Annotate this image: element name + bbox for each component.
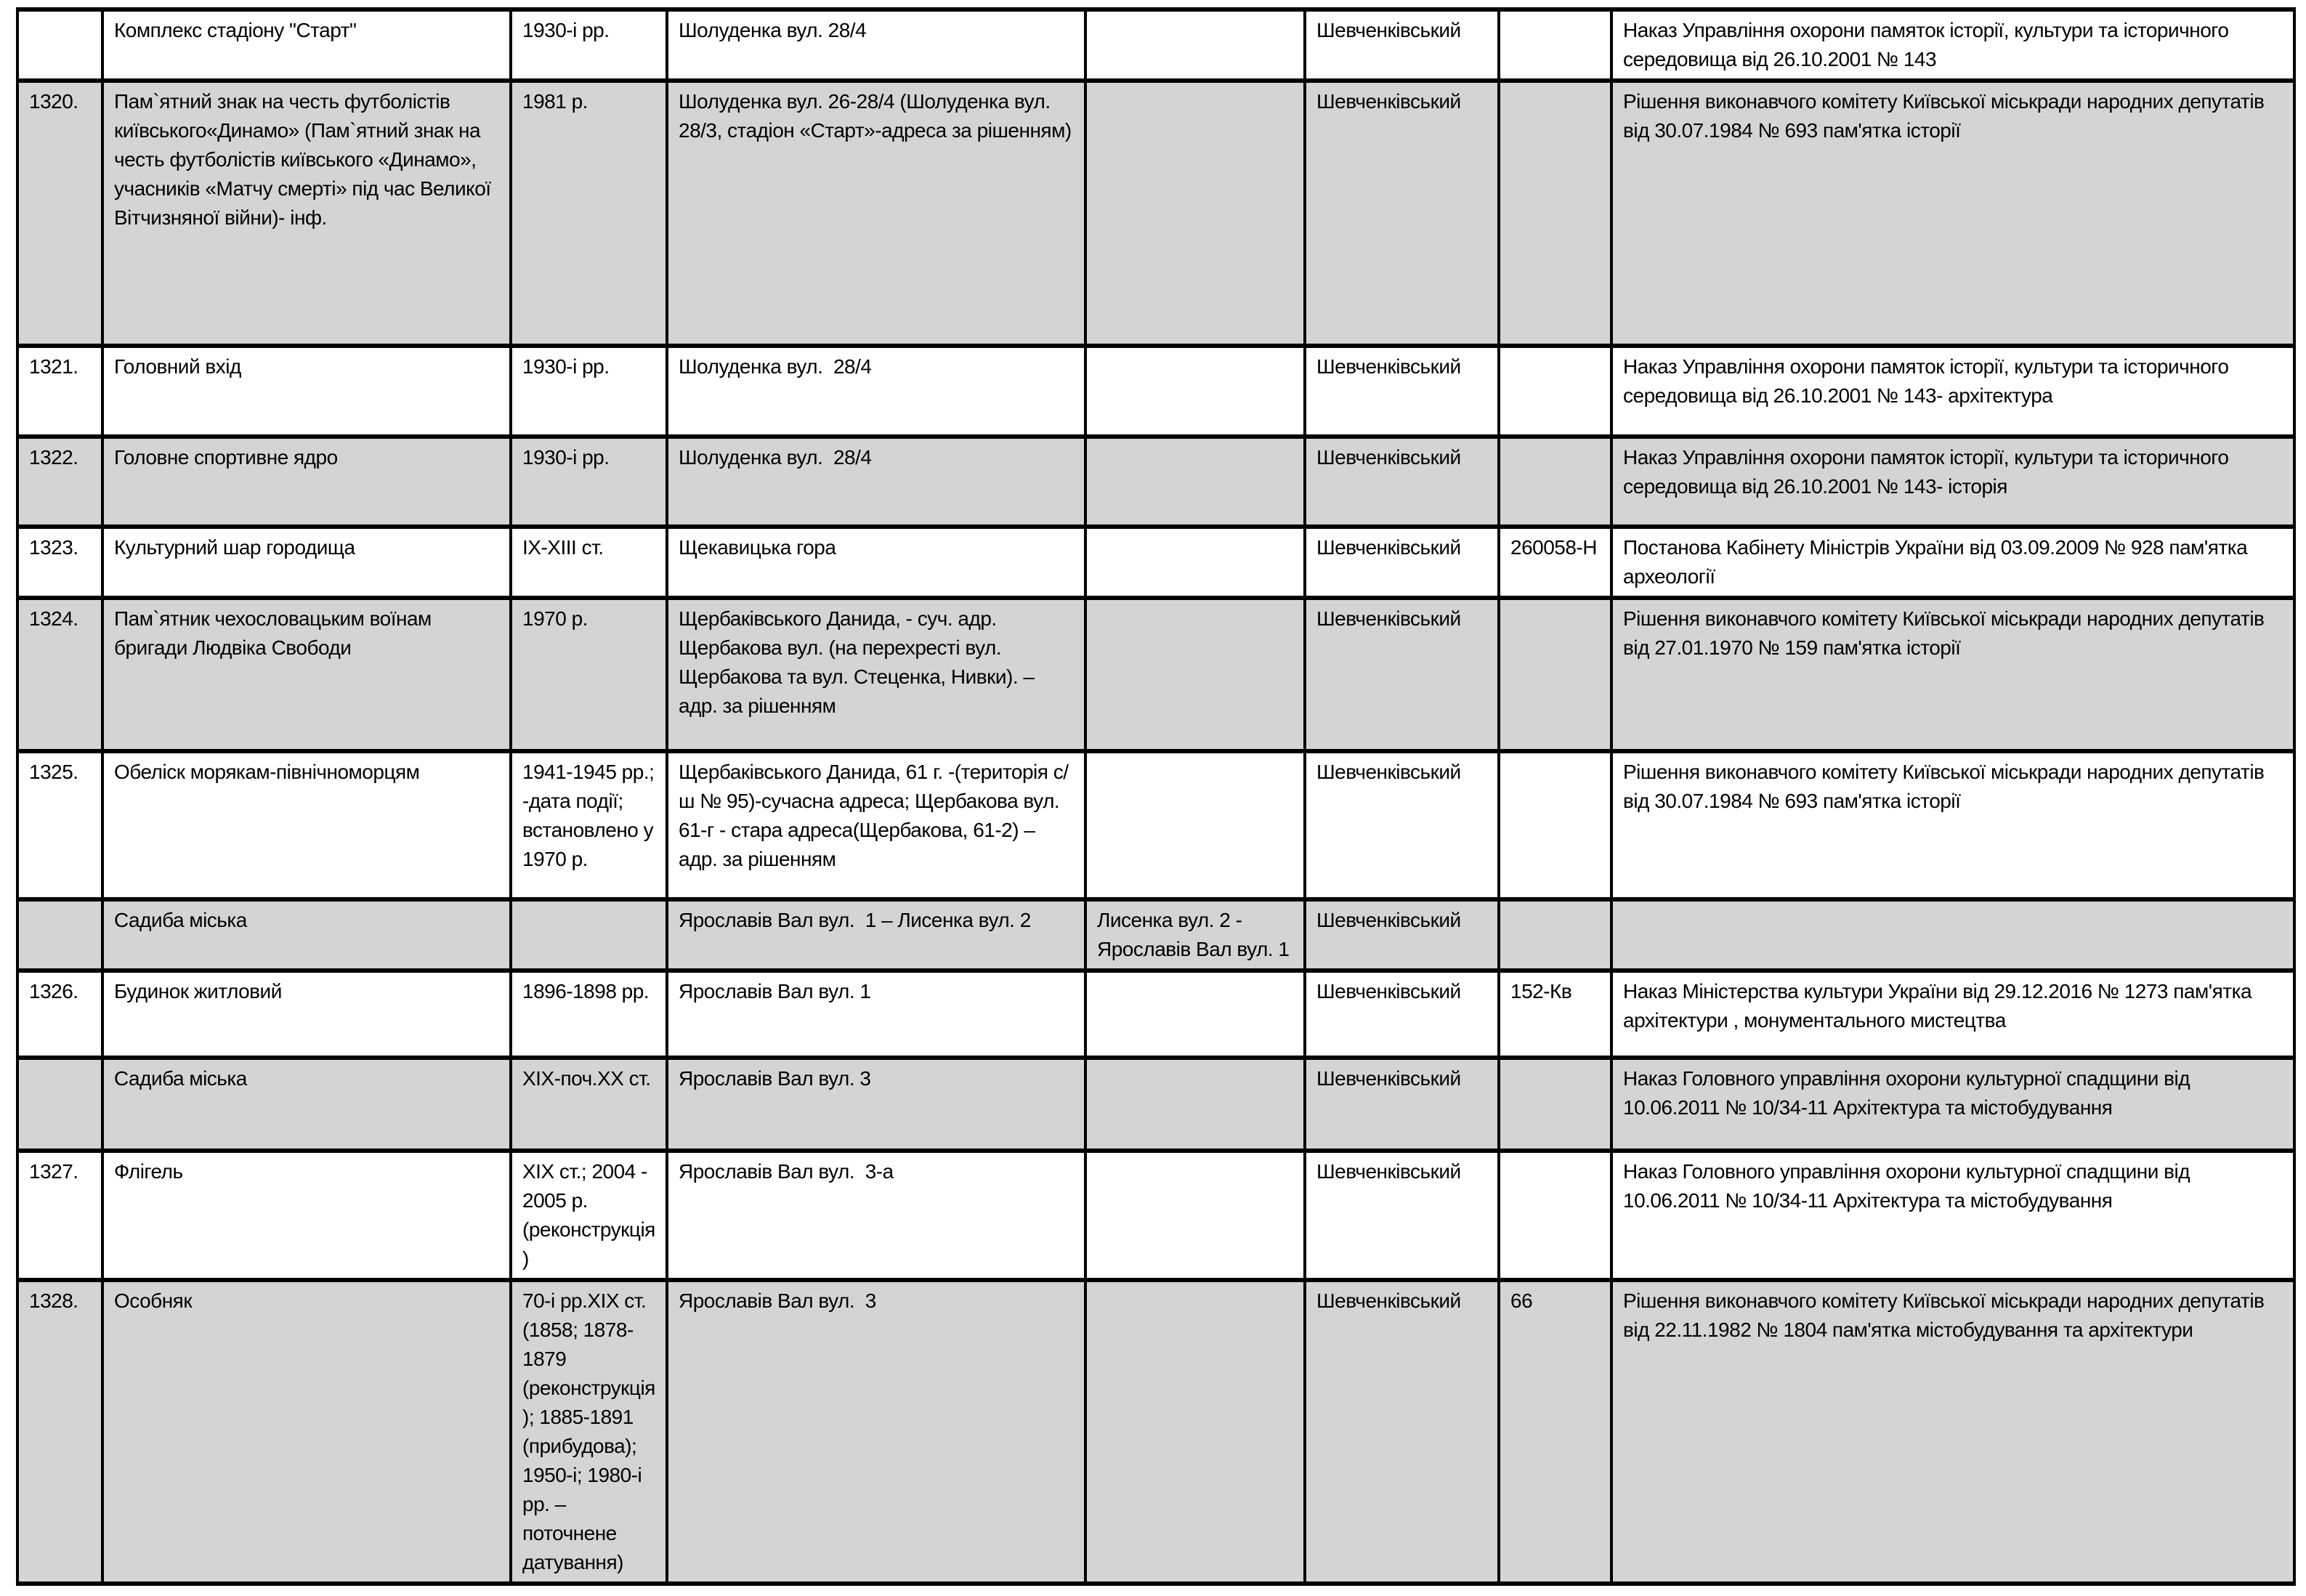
table-row <box>17 81 2294 346</box>
cell-protection-number <box>1499 899 1611 971</box>
cell-dating: 1970 р. <box>511 598 667 751</box>
table-row <box>17 9 2294 81</box>
table-row <box>17 1058 2294 1151</box>
table-row <box>17 971 2294 1058</box>
cell-number: 1328. <box>17 1280 102 1584</box>
cell-monument-name: Пам`ятник чехословацьким воїнам бригади Людвіка Свободи <box>102 598 511 751</box>
table-row <box>17 1280 2294 1584</box>
cell-monument-name: Будинок житловий <box>102 971 511 1058</box>
cell-dating <box>511 899 667 971</box>
cell-address: Шолуденка вул. 28/4 <box>667 437 1085 527</box>
cell-address: Ярославів Вал вул. 3-а <box>667 1151 1085 1280</box>
table-row <box>17 527 2294 598</box>
cell-legal-document: Рішення виконавчого комітету Київської міськради народних депутатів від 30.07.1984 № 693 пам'ятка історії <box>1611 81 2294 346</box>
cell-legal-document: Наказ Головного управління охорони культурної спадщини від 10.06.2011 № 10/34-11 Архітектура та містобудування <box>1611 1058 2294 1151</box>
cell-protection-number: 260058-Н <box>1499 527 1611 598</box>
cell-dating: 1941-1945 рр.; -дата події; встановлено у 1970 р. <box>511 751 667 899</box>
cell-address: Ярославів Вал вул. 1 <box>667 971 1085 1058</box>
cell-number: 1323. <box>17 527 102 598</box>
cell-district: Шевченківський <box>1305 437 1499 527</box>
table-row <box>17 751 2294 899</box>
cell-number: 1324. <box>17 598 102 751</box>
cell-address: Ярославів Вал вул. 3 <box>667 1280 1085 1584</box>
cell-monument-name: Головний вхід <box>102 346 511 437</box>
cell-address-alt <box>1085 1280 1305 1584</box>
cell-monument-name: Флігель <box>102 1151 511 1280</box>
cell-address: Ярославів Вал вул. 1 – Лисенка вул. 2 <box>667 899 1085 971</box>
cell-district: Шевченківський <box>1305 1058 1499 1151</box>
cell-address-alt <box>1085 527 1305 598</box>
cell-legal-document: Рішення виконавчого комітету Київської міськради народних депутатів від 22.11.1982 № 1804 пам'ятка містобудування та архітектури <box>1611 1280 2294 1584</box>
cell-legal-document <box>1611 899 2294 971</box>
cell-address-alt <box>1085 1058 1305 1151</box>
cell-legal-document: Постанова Кабінету Міністрів України від 03.09.2009 № 928 пам'ятка археології <box>1611 527 2294 598</box>
cell-district: Шевченківський <box>1305 598 1499 751</box>
cell-monument-name: Обеліск морякам-північноморцям <box>102 751 511 899</box>
cell-protection-number <box>1499 346 1611 437</box>
cell-district: Шевченківський <box>1305 751 1499 899</box>
cell-address-alt <box>1085 971 1305 1058</box>
cell-monument-name: Пам`ятний знак на честь футболістів київського«Динамо» (Пам`ятний знак на честь футболістів київського «Динамо», учасників «Матчу смерті» під час Великої Вітчизняної війни)- інф. <box>102 81 511 346</box>
cell-district: Шевченківський <box>1305 971 1499 1058</box>
cell-district: Шевченківський <box>1305 527 1499 598</box>
table-row <box>17 899 2294 971</box>
cell-district: Шевченківський <box>1305 1280 1499 1584</box>
cell-district: Шевченківський <box>1305 899 1499 971</box>
cell-legal-document: Наказ Управління охорони памяток історії, культури та історичного середовища від 26.10.2001 № 143- архітектура <box>1611 346 2294 437</box>
cell-dating: 1930-і рр. <box>511 346 667 437</box>
cell-legal-document: Наказ Управління охорони памяток історії, культури та історичного середовища від 26.10.2001 № 143 <box>1611 9 2294 81</box>
cell-monument-name: Особняк <box>102 1280 511 1584</box>
cell-legal-document: Наказ Міністерства культури України від 29.12.2016 № 1273 пам'ятка архітектури , монументального мистецтва <box>1611 971 2294 1058</box>
cell-monument-name: Головне спортивне ядро <box>102 437 511 527</box>
table-row <box>17 437 2294 527</box>
cell-dating: XIX ст.; 2004 - 2005 р. (реконструкція) <box>511 1151 667 1280</box>
cell-address-alt: Лисенка вул. 2 - Ярославів Вал вул. 1 <box>1085 899 1305 971</box>
cell-number: 1321. <box>17 346 102 437</box>
cell-dating: 1930-і рр. <box>511 437 667 527</box>
cell-number: 1322. <box>17 437 102 527</box>
cell-monument-name: Садиба міська <box>102 1058 511 1151</box>
cell-number <box>17 1058 102 1151</box>
monuments-registry-table <box>16 7 2296 1586</box>
cell-dating: 1896-1898 рр. <box>511 971 667 1058</box>
cell-protection-number <box>1499 1058 1611 1151</box>
cell-number <box>17 9 102 81</box>
cell-monument-name: Культурний шар городища <box>102 527 511 598</box>
cell-address-alt <box>1085 437 1305 527</box>
cell-protection-number: 152-Кв <box>1499 971 1611 1058</box>
cell-address: Щербаківського Данида, 61 г. -(територія с/ш № 95)-сучасна адреса; Щербакова вул. 61-г - стара адреса(Щербакова, 61-2) – адр. за рішенням <box>667 751 1085 899</box>
cell-address-alt <box>1085 751 1305 899</box>
cell-address-alt <box>1085 346 1305 437</box>
cell-monument-name: Комплекс стадіону "Старт" <box>102 9 511 81</box>
cell-address-alt <box>1085 9 1305 81</box>
cell-monument-name: Садиба міська <box>102 899 511 971</box>
cell-number <box>17 899 102 971</box>
cell-legal-document: Наказ Управління охорони памяток історії, культури та історичного середовища від 26.10.2001 № 143- історія <box>1611 437 2294 527</box>
cell-address: Щербаківського Данида, - суч. адр. Щербакова вул. (на перехресті вул. Щербакова та вул. Стеценка, Нивки). – адр. за рішенням <box>667 598 1085 751</box>
cell-district: Шевченківський <box>1305 81 1499 346</box>
cell-protection-number <box>1499 598 1611 751</box>
cell-dating: IX-XIII ст. <box>511 527 667 598</box>
cell-number: 1327. <box>17 1151 102 1280</box>
table-row <box>17 346 2294 437</box>
cell-district: Шевченківський <box>1305 9 1499 81</box>
cell-legal-document: Рішення виконавчого комітету Київської міськради народних депутатів від 27.01.1970 № 159 пам'ятка історії <box>1611 598 2294 751</box>
table-row <box>17 598 2294 751</box>
cell-protection-number <box>1499 81 1611 346</box>
cell-address: Шолуденка вул. 26-28/4 (Шолуденка вул. 28/3, стадіон «Старт»-адреса за рішенням) <box>667 81 1085 346</box>
table-row <box>17 1151 2294 1280</box>
cell-protection-number <box>1499 437 1611 527</box>
cell-dating: XIX-поч.XX ст. <box>511 1058 667 1151</box>
cell-legal-document: Наказ Головного управління охорони культурної спадщини від 10.06.2011 № 10/34-11 Архітектура та містобудування <box>1611 1151 2294 1280</box>
cell-dating: 70-і рр.XIX ст. (1858; 1878-1879 (реконструкція); 1885-1891 (прибудова); 1950-і; 1980-і рр. – поточнене датування) <box>511 1280 667 1584</box>
cell-protection-number <box>1499 9 1611 81</box>
cell-protection-number <box>1499 751 1611 899</box>
cell-address: Щекавицька гора <box>667 527 1085 598</box>
cell-protection-number <box>1499 1151 1611 1280</box>
cell-number: 1320. <box>17 81 102 346</box>
cell-dating: 1930-і рр. <box>511 9 667 81</box>
cell-number: 1325. <box>17 751 102 899</box>
cell-address-alt <box>1085 81 1305 346</box>
cell-protection-number: 66 <box>1499 1280 1611 1584</box>
cell-address-alt <box>1085 1151 1305 1280</box>
cell-legal-document: Рішення виконавчого комітету Київської міськради народних депутатів від 30.07.1984 № 693 пам'ятка історії <box>1611 751 2294 899</box>
cell-district: Шевченківський <box>1305 346 1499 437</box>
cell-address: Ярославів Вал вул. 3 <box>667 1058 1085 1151</box>
cell-address: Шолуденка вул. 28/4 <box>667 346 1085 437</box>
cell-dating: 1981 р. <box>511 81 667 346</box>
cell-address: Шолуденка вул. 28/4 <box>667 9 1085 81</box>
cell-address-alt <box>1085 598 1305 751</box>
cell-district: Шевченківський <box>1305 1151 1499 1280</box>
cell-number: 1326. <box>17 971 102 1058</box>
